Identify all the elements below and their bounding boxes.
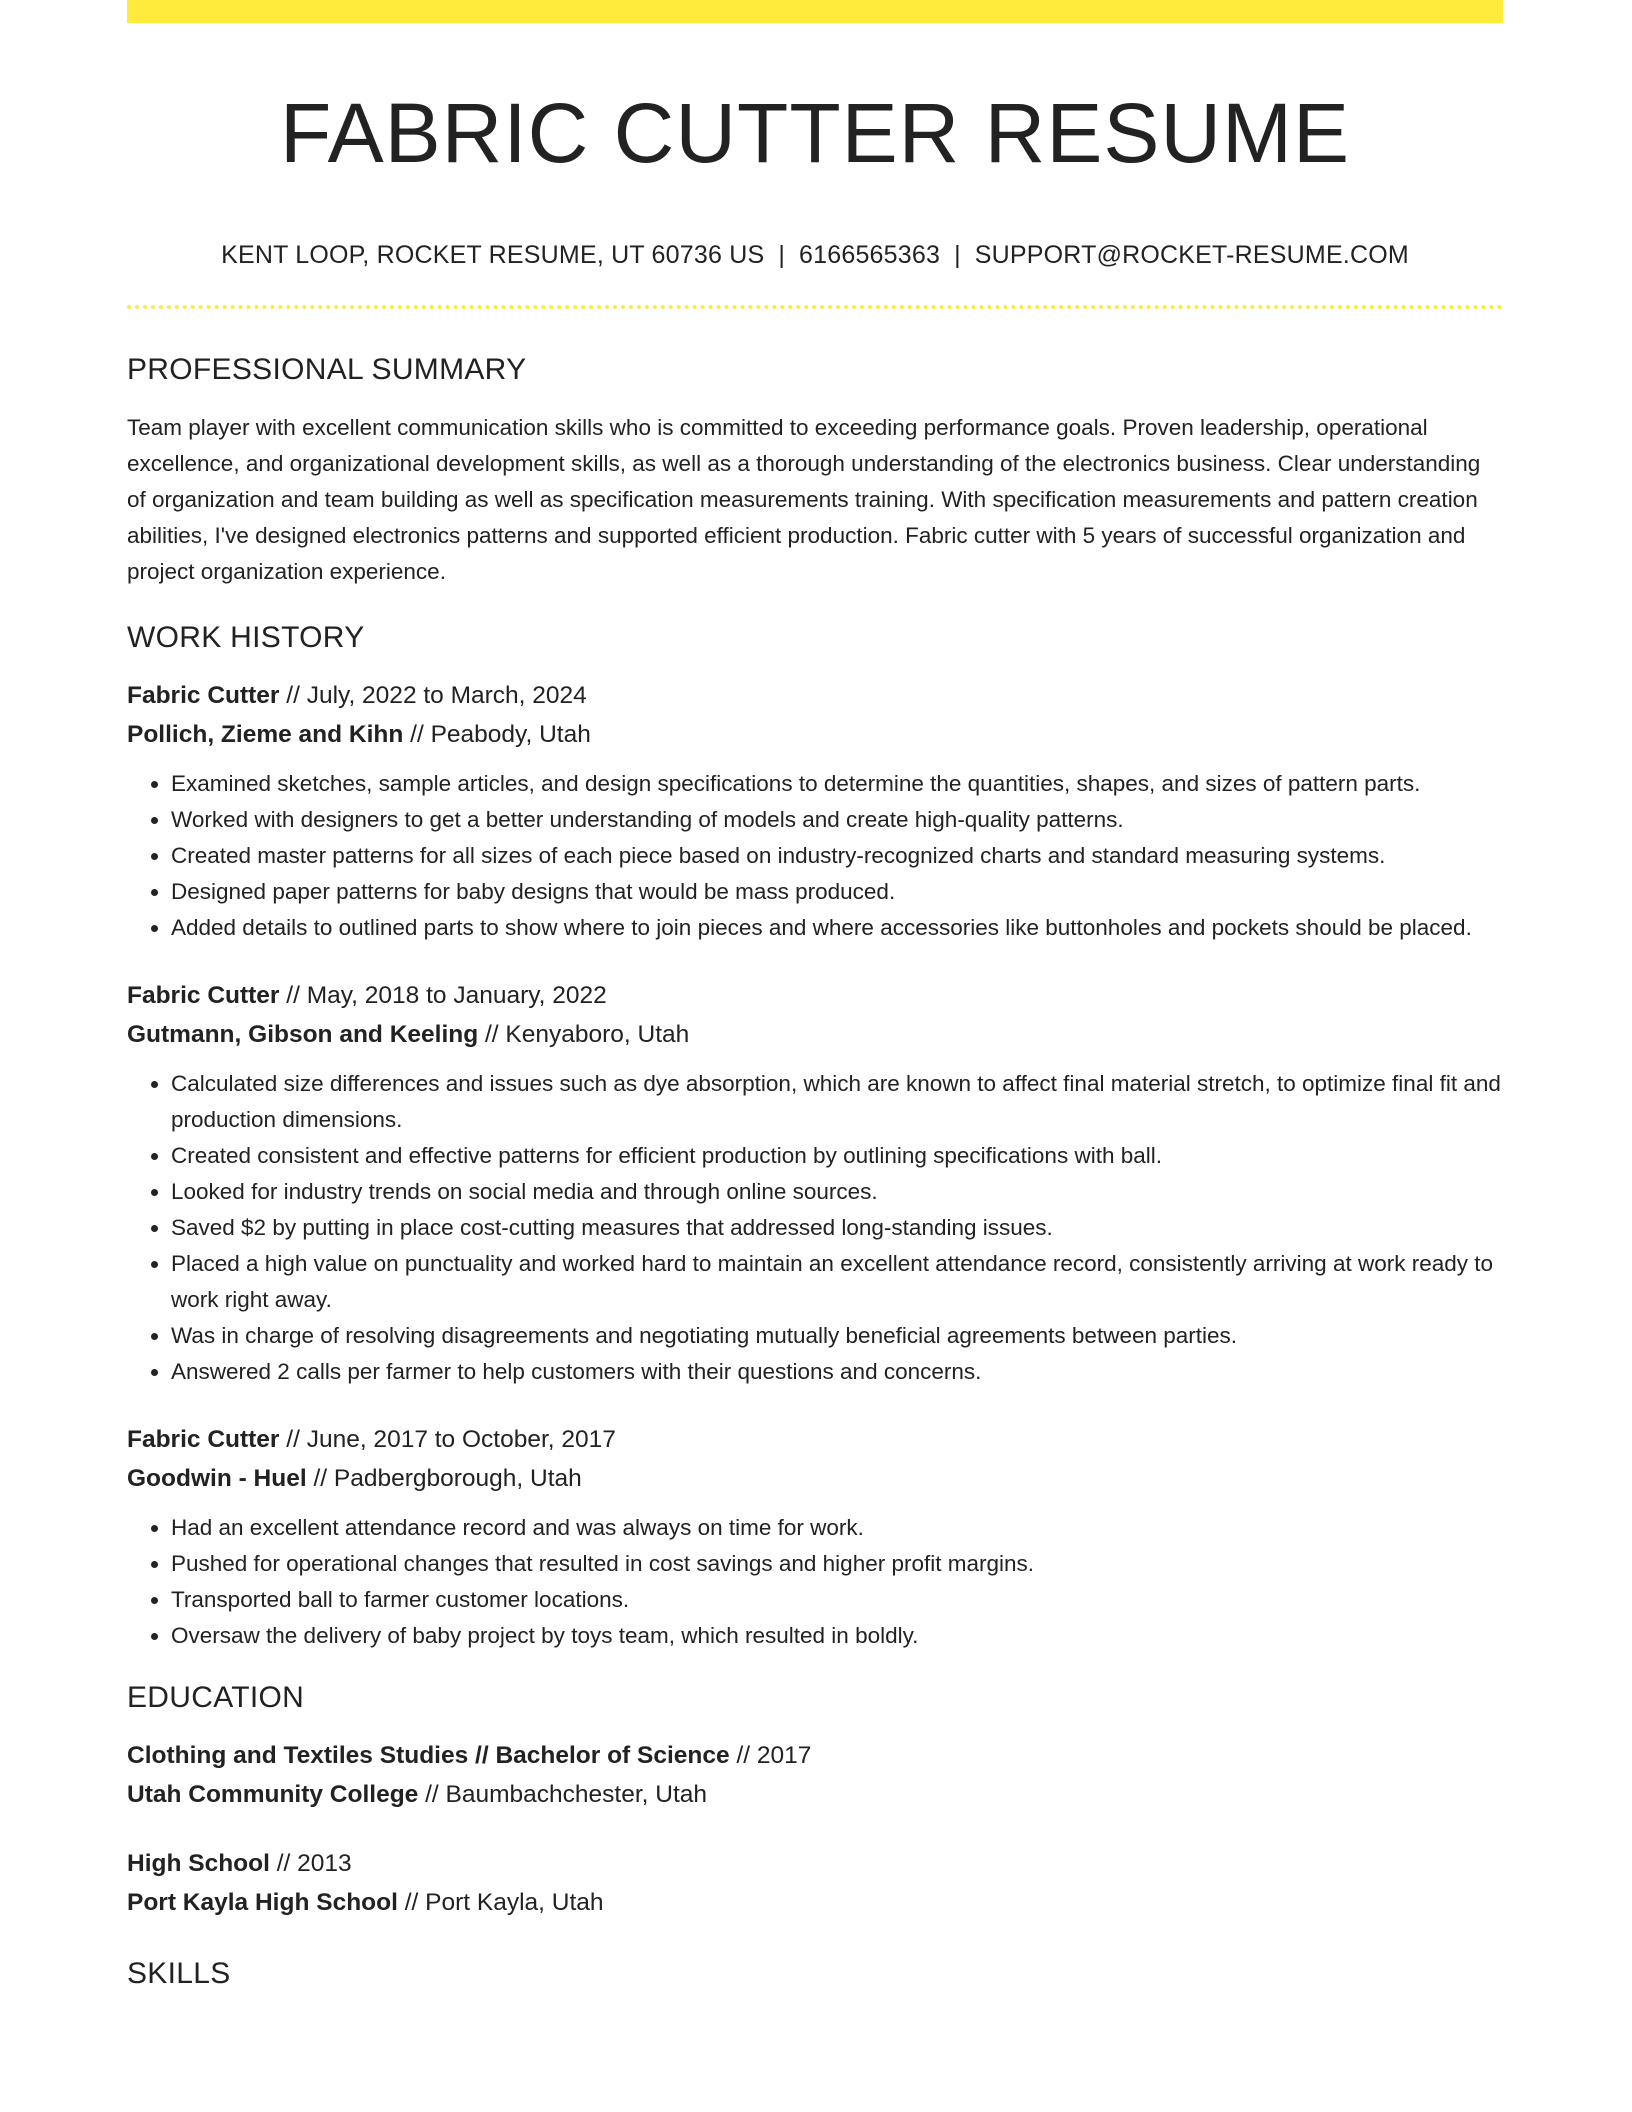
- education-entry: [127, 1844, 1503, 1922]
- contact-separator: |: [778, 241, 786, 269]
- job-title: Fabric Cutter: [127, 682, 280, 709]
- job-bullet: • Oversaw the delivery of baby project by toys team, which resulted in boldly.: [171, 1618, 1503, 1654]
- skills-heading: SKILLS: [127, 1957, 231, 1990]
- education-degree: High School: [127, 1850, 270, 1877]
- job-bullets: [127, 1510, 1503, 1654]
- job-company: Pollich, Zieme and Kihn: [127, 721, 404, 748]
- education-school-line: [127, 1775, 1503, 1814]
- job-bullets: [127, 766, 1503, 946]
- job-entry: [127, 976, 1503, 1390]
- job-bullet: • Was in charge of resolving disagreements and negotiating mutually beneficial agreements between parties.: [171, 1318, 1503, 1354]
- job-company: Gutmann, Gibson and Keeling: [127, 1021, 479, 1048]
- job-bullet: • Added details to outlined parts to show where to join pieces and where accessories like buttonholes and pockets should be placed.: [171, 910, 1503, 946]
- job-location: // Kenyaboro, Utah: [478, 1021, 690, 1048]
- summary-text: Team player with excellent communication skills who is committed to exceeding performance goals. Proven leadership, operational excellence, and organizational development skills, as well as a thorough understanding of the electronics business. Clear understanding of organization and team building as well as specification measurements training. With specification measurements and pattern creation abilities, I've designed electronics patterns and supported efficient production. Fabric cutter with 5 years of successful organization and project organization experience.: [127, 415, 1481, 584]
- job-company-line: [127, 1459, 1503, 1498]
- job-title-line: [127, 1420, 1503, 1459]
- job-bullet: • Had an excellent attendance record and was always on time for work.: [171, 1510, 1503, 1546]
- job-bullet: • Examined sketches, sample articles, and design specifications to determine the quantities, shapes, and sizes of pattern parts.: [171, 766, 1503, 802]
- job-bullet: • Created master patterns for all sizes of each piece based on industry-recognized charts and standard measuring systems.: [171, 838, 1503, 874]
- job-title-line: [127, 676, 1503, 715]
- job-bullet: • Worked with designers to get a better understanding of models and create high-quality patterns.: [171, 802, 1503, 838]
- education-entry: [127, 1736, 1503, 1814]
- education-year: // 2017: [729, 1742, 812, 1769]
- summary-heading: PROFESSIONAL SUMMARY: [127, 353, 527, 386]
- job-bullet: • Looked for industry trends on social media and through online sources.: [171, 1174, 1503, 1210]
- job-bullet: • Designed paper patterns for baby designs that would be mass produced.: [171, 874, 1503, 910]
- accent-bar: [127, 0, 1503, 23]
- job-company-line: [127, 715, 1503, 754]
- dotted-divider: [127, 305, 1503, 309]
- job-bullet: • Calculated size differences and issues such as dye absorption, which are known to affect final material stretch, to optimize final fit and production dimensions.: [171, 1066, 1503, 1138]
- job-title: Fabric Cutter: [127, 982, 280, 1009]
- job-location: // Padbergborough, Utah: [306, 1465, 582, 1492]
- job-title: Fabric Cutter: [127, 1426, 280, 1453]
- job-bullet: • Transported ball to farmer customer locations.: [171, 1582, 1503, 1618]
- contact-address: KENT LOOP, ROCKET RESUME, UT 60736 US: [221, 241, 765, 269]
- job-entry: [127, 676, 1503, 946]
- job-dates: // May, 2018 to January, 2022: [279, 982, 607, 1009]
- resume-title: FABRIC CUTTER RESUME: [279, 86, 1351, 180]
- education-degree: Clothing and Textiles Studies // Bachelor of Science: [127, 1742, 730, 1769]
- contact-phone: 6166565363: [799, 241, 941, 269]
- job-bullet: • Saved $2 by putting in place cost-cutting measures that addressed long-standing issues.: [171, 1210, 1503, 1246]
- contact-separator: |: [954, 241, 961, 269]
- job-title-line: [127, 976, 1503, 1015]
- education-school-line: [127, 1883, 1503, 1922]
- job-bullet: • Answered 2 calls per farmer to help customers with their questions and concerns.: [171, 1354, 1503, 1390]
- job-company: Goodwin - Huel: [127, 1465, 307, 1492]
- education-school: Port Kayla High School: [127, 1889, 398, 1916]
- contact-line: [127, 239, 1503, 271]
- job-bullet: • Placed a high value on punctuality and worked hard to maintain an excellent attendance record, consistently arriving at work ready to work right away.: [171, 1246, 1503, 1318]
- education-year: // 2013: [269, 1850, 352, 1877]
- education-location: // Port Kayla, Utah: [397, 1889, 604, 1916]
- education-degree-line: [127, 1736, 1503, 1775]
- resume-page: [127, 0, 1503, 1992]
- job-dates: // June, 2017 to October, 2017: [279, 1426, 616, 1453]
- job-location: // Peabody, Utah: [403, 721, 591, 748]
- education-location: // Baumbachchester, Utah: [418, 1781, 708, 1808]
- job-bullet: • Created consistent and effective patterns for efficient production by outlining specifications with ball.: [171, 1138, 1503, 1174]
- education-heading: EDUCATION: [127, 1681, 305, 1714]
- work-history-heading: WORK HISTORY: [127, 621, 365, 654]
- job-company-line: [127, 1015, 1503, 1054]
- job-entry: [127, 1420, 1503, 1654]
- education-school: Utah Community College: [127, 1781, 419, 1808]
- job-bullets: [127, 1066, 1503, 1390]
- education-degree-line: [127, 1844, 1503, 1883]
- job-bullet: • Pushed for operational changes that resulted in cost savings and higher profit margins.: [171, 1546, 1503, 1582]
- job-dates: // July, 2022 to March, 2024: [279, 682, 587, 709]
- contact-email: SUPPORT@ROCKET-RESUME.COM: [974, 241, 1409, 269]
